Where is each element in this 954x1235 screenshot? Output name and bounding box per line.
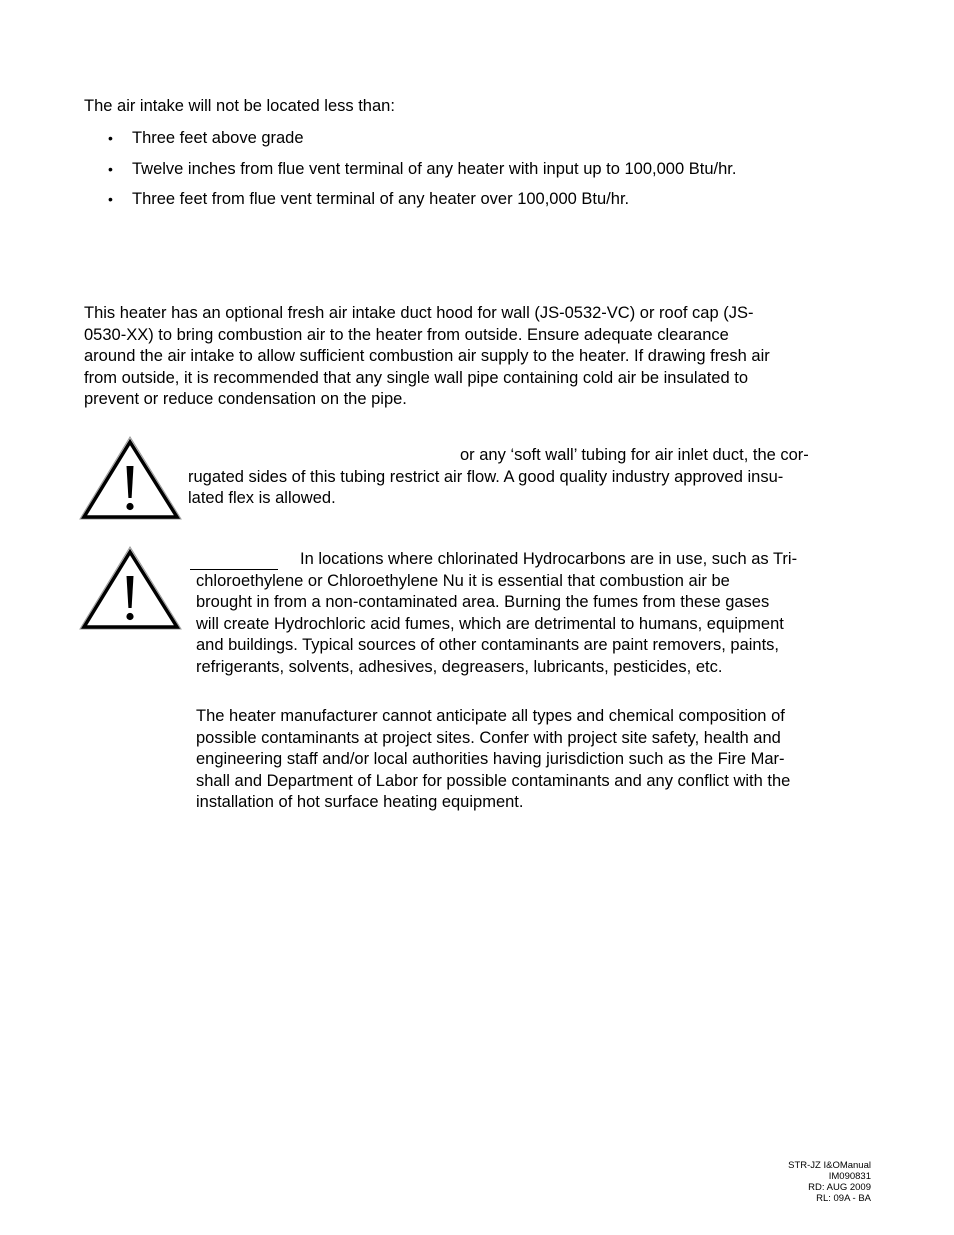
warning-icon bbox=[78, 546, 182, 630]
warning-line: lated flex is allowed. bbox=[188, 489, 336, 508]
warning-line: In locations where chlorinated Hydrocarbons are in use, such as Tri- bbox=[300, 550, 798, 568]
paragraph-line: shall and Department of Labor for possible contaminants and any conflict with the bbox=[196, 771, 791, 790]
footer-release: RL: 09A - BA bbox=[816, 1193, 871, 1204]
warning-line: will create Hydrochloric acid fumes, which are detrimental to humans, equipment bbox=[196, 614, 784, 633]
page-footer bbox=[788, 1160, 871, 1204]
chlorinated-hydrocarbons-warning bbox=[196, 549, 797, 679]
footer-revision-date: RD: AUG 2009 bbox=[808, 1182, 871, 1193]
fresh-air-intake-paragraph bbox=[84, 303, 874, 411]
paragraph-line: The heater manufacturer cannot anticipate all types and chemical composition of bbox=[196, 707, 785, 725]
warning-line: chloroethylene or Chloroethylene Nu it is essential that combustion air be bbox=[196, 571, 730, 590]
list-item-text: Twelve inches from flue vent terminal of any heater with input up to 100,000 Btu/hr. bbox=[132, 160, 737, 178]
paragraph-line: around the air intake to allow sufficient combustion air supply to the heater. If drawing fresh air bbox=[84, 347, 770, 366]
warning-icon bbox=[78, 436, 182, 520]
bullet-dot: • bbox=[108, 161, 113, 177]
warning-line: brought in from a non-contaminated area. Burning the fumes from these gases bbox=[196, 593, 770, 612]
list-item bbox=[108, 128, 304, 150]
paragraph-line: from outside, it is recommended that any single wall pipe containing cold air be insulated to bbox=[84, 368, 749, 387]
warning-line: rugated sides of this tubing restrict air flow. A good quality industry approved insu- bbox=[188, 467, 784, 486]
bullet-dot: • bbox=[108, 130, 113, 146]
list-item bbox=[108, 159, 736, 181]
bullet-dot: • bbox=[108, 191, 113, 207]
footer-manual-name: STR-JZ I&OManual bbox=[788, 1160, 871, 1171]
list-item-text: Three feet from flue vent terminal of any heater over 100,000 Btu/hr. bbox=[132, 190, 630, 208]
contaminants-paragraph bbox=[196, 706, 790, 814]
paragraph-line: engineering staff and/or local authorities having jurisdiction such as the Fire Mar- bbox=[196, 750, 785, 769]
intake-location-intro: The air intake will not be located less than: bbox=[84, 97, 395, 115]
paragraph-line: prevent or reduce condensation on the pipe. bbox=[84, 390, 407, 409]
warning-line: refrigerants, solvents, adhesives, degreasers, lubricants, pesticides, etc. bbox=[196, 657, 723, 676]
paragraph-line: installation of hot surface heating equipment. bbox=[196, 793, 524, 812]
warning-line: and buildings. Typical sources of other contaminants are paint removers, paints, bbox=[196, 636, 780, 655]
list-item-text: Three feet above grade bbox=[132, 129, 304, 147]
footer-doc-id: IM090831 bbox=[828, 1171, 871, 1182]
paragraph-line: possible contaminants at project sites. Confer with project site safety, health and bbox=[196, 728, 781, 747]
warning-line: or any ‘soft wall’ tubing for air inlet duct, the cor- bbox=[460, 446, 809, 464]
paragraph-line: This heater has an optional fresh air intake duct hood for wall (JS-0532-VC) or roof cap (JS- bbox=[84, 304, 754, 322]
paragraph-line: 0530-XX) to bring combustion air to the heater from outside. Ensure adequate clearance bbox=[84, 325, 729, 344]
list-item bbox=[108, 189, 629, 211]
soft-wall-tubing-warning bbox=[188, 445, 809, 510]
